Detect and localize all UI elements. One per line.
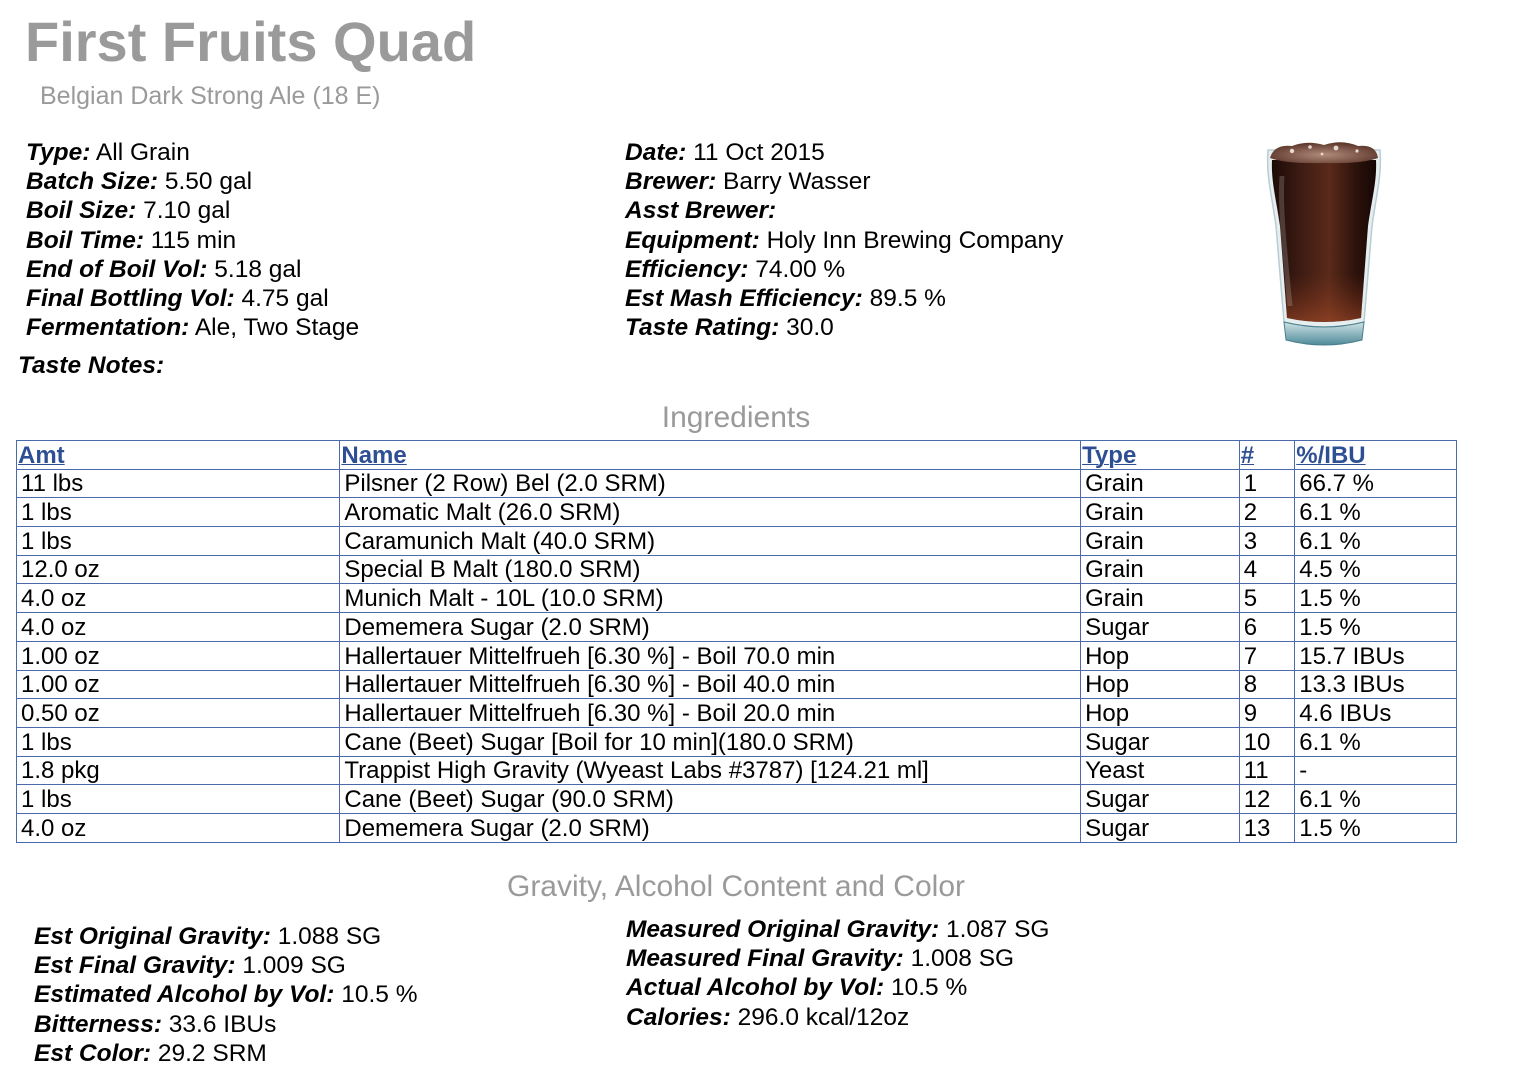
cell-type: Sugar (1081, 813, 1240, 842)
efficiency-label: Efficiency: (625, 255, 749, 283)
fermentation-value: Ale, Two Stage (194, 314, 360, 342)
table-row[interactable] (17, 756, 1457, 785)
est-color-value: 29.2 SRM (157, 1039, 267, 1067)
column-header-pct-ibu[interactable]: %/IBU (1295, 441, 1457, 470)
gravity-heading: Gravity, Alcohol Content and Color (506, 870, 965, 903)
equipment-row (625, 226, 1063, 255)
end-of-boil-vol-value: 5.18 gal (214, 255, 302, 283)
measured-final-gravity-value: 1.008 SG (910, 945, 1015, 973)
boil-time-row (26, 226, 359, 255)
cell-amt: 11 lbs (17, 469, 340, 498)
cell-pct-ibu: 66.7 % (1295, 469, 1457, 498)
est-color-row (34, 1039, 417, 1068)
bitterness-value: 33.6 IBUs (168, 1010, 277, 1038)
est-final-gravity-row (34, 951, 417, 980)
brewer-label: Brewer: (625, 168, 717, 196)
taste-rating-value: 30.0 (786, 314, 834, 342)
ingredients-table (16, 440, 1457, 843)
equipment-value: Holy Inn Brewing Company (766, 226, 1064, 254)
table-row[interactable] (17, 670, 1457, 699)
est-mash-efficiency-label: Est Mash Efficiency: (625, 285, 863, 313)
cell-number: 10 (1239, 727, 1295, 756)
cell-amt: 12.0 oz (17, 555, 340, 584)
fermentation-label: Fermentation: (26, 314, 190, 342)
cell-type: Sugar (1081, 785, 1240, 814)
cell-type: Sugar (1081, 727, 1240, 756)
cell-number: 3 (1239, 527, 1295, 556)
cell-type: Grain (1081, 555, 1240, 584)
cell-pct-ibu: - (1295, 756, 1457, 785)
cell-name: Special B Malt (180.0 SRM) (340, 555, 1081, 584)
actual-alcohol-by-vol-row (626, 973, 1049, 1002)
cell-amt: 1.00 oz (17, 670, 340, 699)
cell-pct-ibu: 1.5 % (1295, 584, 1457, 613)
table-row[interactable] (17, 785, 1457, 814)
efficiency-row (625, 255, 1063, 284)
cell-amt: 0.50 oz (17, 699, 340, 728)
date-label: Date: (625, 139, 687, 166)
table-row[interactable] (17, 699, 1457, 728)
cell-pct-ibu: 4.6 IBUs (1295, 699, 1457, 728)
cell-type: Grain (1081, 469, 1240, 498)
date-value: 11 Oct 2015 (693, 139, 825, 166)
table-row[interactable] (17, 584, 1457, 613)
recipe-title: First Fruits Quad (25, 10, 477, 73)
cell-type: Grain (1081, 584, 1240, 613)
gravity-stats-left (34, 922, 417, 1068)
boil-size-label: Boil Size: (26, 197, 137, 225)
cell-number: 13 (1239, 813, 1295, 842)
actual-alcohol-by-vol-label: Actual Alcohol by Vol: (626, 974, 885, 1002)
brewer-row (625, 167, 1063, 196)
column-header-type[interactable]: Type (1081, 441, 1240, 470)
table-row[interactable] (17, 555, 1457, 584)
cell-number: 11 (1239, 756, 1295, 785)
cell-pct-ibu: 6.1 % (1295, 727, 1457, 756)
type-value: All Grain (95, 139, 190, 166)
cell-name: Cane (Beet) Sugar (90.0 SRM) (340, 785, 1081, 814)
cell-number: 2 (1239, 498, 1295, 527)
table-row[interactable] (17, 527, 1457, 556)
est-mash-efficiency-row (625, 284, 1063, 313)
cell-pct-ibu: 1.5 % (1295, 613, 1457, 642)
boil-time-value: 115 min (150, 226, 237, 254)
cell-name: Dememera Sugar (2.0 SRM) (340, 613, 1081, 642)
est-original-gravity-label: Est Original Gravity: (34, 923, 271, 950)
bitterness-row (34, 1010, 417, 1039)
recipe-style: Belgian Dark Strong Ale (18 E) (40, 82, 381, 110)
final-bottling-vol-row (26, 284, 359, 313)
cell-number: 1 (1239, 469, 1295, 498)
boil-size-row (26, 196, 359, 225)
cell-name: Caramunich Malt (40.0 SRM) (340, 527, 1081, 556)
end-of-boil-vol-label: End of Boil Vol: (26, 255, 208, 283)
table-row[interactable] (17, 469, 1457, 498)
cell-amt: 4.0 oz (17, 813, 340, 842)
cell-amt: 1.00 oz (17, 641, 340, 670)
calories-value: 296.0 kcal/12oz (737, 1003, 910, 1031)
type-label: Type: (26, 139, 91, 166)
column-header-name[interactable]: Name (340, 441, 1081, 470)
cell-type: Grain (1081, 498, 1240, 527)
ingredients-heading: Ingredients (661, 401, 811, 434)
fermentation-row (26, 313, 359, 342)
taste-rating-label: Taste Rating: (625, 314, 780, 342)
batch-size-row (26, 167, 359, 196)
table-row[interactable] (17, 813, 1457, 842)
cell-amt: 4.0 oz (17, 584, 340, 613)
calories-row (626, 1003, 1049, 1032)
cell-number: 12 (1239, 785, 1295, 814)
cell-type: Hop (1081, 670, 1240, 699)
cell-amt: 4.0 oz (17, 613, 340, 642)
boil-time-label: Boil Time: (26, 226, 144, 254)
cell-number: 4 (1239, 555, 1295, 584)
end-of-boil-vol-row (26, 255, 359, 284)
recipe-info-right (625, 138, 1063, 342)
cell-amt: 1 lbs (17, 527, 340, 556)
column-header-number[interactable]: # (1239, 441, 1295, 470)
brewer-value: Barry Wasser (723, 168, 871, 196)
est-final-gravity-label: Est Final Gravity: (34, 952, 236, 980)
asst-brewer-row (625, 196, 1063, 225)
measured-original-gravity-row (626, 915, 1049, 944)
recipe-info-left (26, 138, 359, 342)
measured-original-gravity-label: Measured Original Gravity: (626, 916, 940, 943)
cell-amt: 1 lbs (17, 785, 340, 814)
type-row (26, 138, 359, 167)
cell-pct-ibu: 6.1 % (1295, 498, 1457, 527)
boil-size-value: 7.10 gal (143, 197, 231, 225)
date-row (625, 138, 1063, 167)
est-original-gravity-value: 1.088 SG (277, 923, 382, 950)
cell-pct-ibu: 4.5 % (1295, 555, 1457, 584)
cell-number: 5 (1239, 584, 1295, 613)
cell-name: Pilsner (2 Row) Bel (2.0 SRM) (340, 469, 1081, 498)
cell-number: 8 (1239, 670, 1295, 699)
gravity-stats-right (626, 915, 1049, 1032)
measured-final-gravity-label: Measured Final Gravity: (626, 945, 904, 973)
cell-name: Cane (Beet) Sugar [Boil for 10 min](180.0 SRM) (340, 727, 1081, 756)
cell-amt: 1 lbs (17, 727, 340, 756)
calories-label: Calories: (626, 1003, 731, 1031)
taste-notes (18, 351, 164, 380)
cell-name: Hallertauer Mittelfrueh [6.30 %] - Boil 70.0 min (340, 641, 1081, 670)
batch-size-label: Batch Size: (26, 168, 159, 196)
table-row[interactable] (17, 498, 1457, 527)
estimated-alcohol-by-vol-value: 10.5 % (341, 981, 418, 1009)
measured-original-gravity-value: 1.087 SG (945, 916, 1050, 943)
batch-size-value: 5.50 gal (164, 168, 253, 196)
final-bottling-vol-value: 4.75 gal (241, 285, 329, 313)
cell-type: Yeast (1081, 756, 1240, 785)
cell-type: Hop (1081, 699, 1240, 728)
actual-alcohol-by-vol-value: 10.5 % (890, 974, 968, 1002)
final-bottling-vol-label: Final Bottling Vol: (26, 285, 235, 313)
measured-final-gravity-row (626, 944, 1049, 973)
cell-pct-ibu: 1.5 % (1295, 813, 1457, 842)
cell-name: Hallertauer Mittelfrueh [6.30 %] - Boil 40.0 min (340, 670, 1081, 699)
estimated-alcohol-by-vol-label: Estimated Alcohol by Vol: (34, 981, 335, 1009)
cell-pct-ibu: 15.7 IBUs (1295, 641, 1457, 670)
beer-glass-icon (1262, 136, 1386, 350)
equipment-label: Equipment: (625, 226, 760, 254)
cell-name: Munich Malt - 10L (10.0 SRM) (340, 584, 1081, 613)
table-row[interactable] (17, 641, 1457, 670)
taste-notes-label: Taste Notes: (18, 352, 165, 379)
estimated-alcohol-by-vol-row (34, 980, 417, 1009)
cell-name: Aromatic Malt (26.0 SRM) (340, 498, 1081, 527)
efficiency-value: 74.00 % (755, 255, 846, 283)
cell-name: Hallertauer Mittelfrueh [6.30 %] - Boil 20.0 min (340, 699, 1081, 728)
ingredients-header-row (17, 441, 1457, 470)
est-original-gravity-row (34, 922, 417, 951)
cell-name: Dememera Sugar (2.0 SRM) (340, 813, 1081, 842)
est-final-gravity-value: 1.009 SG (242, 952, 346, 980)
taste-rating-row (625, 313, 1063, 342)
est-color-label: Est Color: (34, 1039, 152, 1067)
asst-brewer-label: Asst Brewer: (625, 197, 777, 225)
cell-pct-ibu: 6.1 % (1295, 785, 1457, 814)
cell-amt: 1 lbs (17, 498, 340, 527)
cell-type: Sugar (1081, 613, 1240, 642)
cell-number: 6 (1239, 613, 1295, 642)
cell-type: Grain (1081, 527, 1240, 556)
table-row[interactable] (17, 613, 1457, 642)
cell-name: Trappist High Gravity (Wyeast Labs #3787) [124.21 ml] (340, 756, 1081, 785)
cell-amt: 1.8 pkg (17, 756, 340, 785)
bitterness-label: Bitterness: (34, 1010, 162, 1038)
cell-number: 9 (1239, 699, 1295, 728)
table-row[interactable] (17, 727, 1457, 756)
est-mash-efficiency-value: 89.5 % (869, 285, 946, 313)
cell-type: Hop (1081, 641, 1240, 670)
cell-pct-ibu: 6.1 % (1295, 527, 1457, 556)
column-header-amt[interactable]: Amt (17, 441, 340, 470)
cell-number: 7 (1239, 641, 1295, 670)
cell-pct-ibu: 13.3 IBUs (1295, 670, 1457, 699)
